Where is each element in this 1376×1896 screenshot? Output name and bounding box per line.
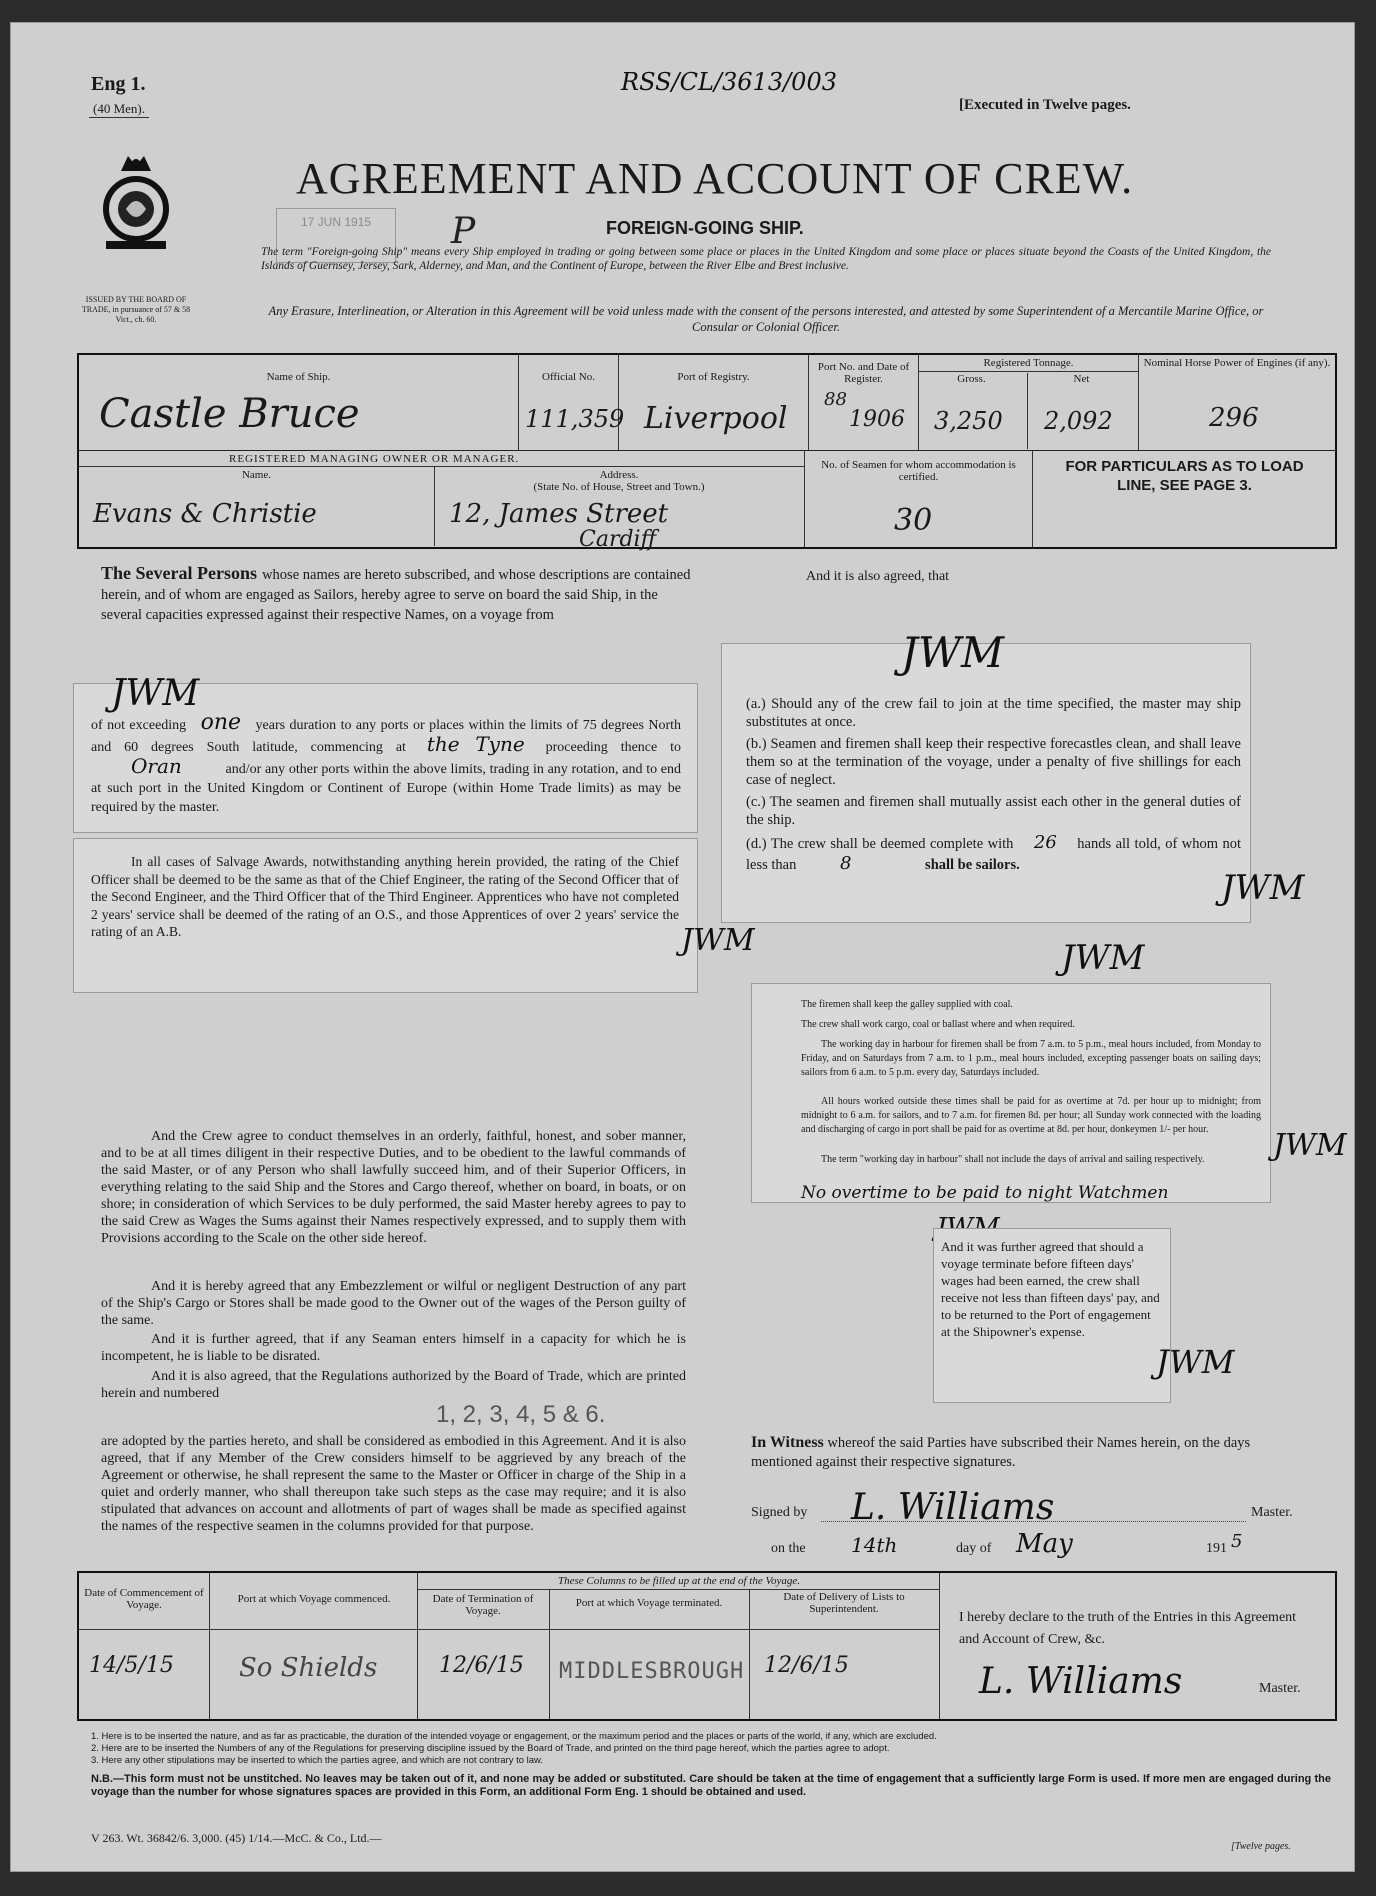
clause-d-initials: JWM (1221, 868, 1305, 908)
stamp-initial: P (451, 211, 476, 252)
label-port-terminated: Port at which Voyage terminated. (575, 1597, 723, 1609)
ship-particulars-table (77, 353, 1337, 552)
erasure-note: Any Erasure, Interlineation, or Alteration in this Agreement will be void unless made with the consent of the persons interested, and attested by some Superintendent of a Mercantile Marine Office, or Consular or Colonial Officer. (268, 304, 1264, 334)
label-termination: Date of Termination of Voyage. (432, 1593, 534, 1617)
horse-power-value: 296 (1209, 403, 1259, 433)
foreign-going-definition: The term "Foreign-going Ship" means every Ship employed in trading or going between some place or places in the United Kingdom and some place or places situate beyond the Coasts of the United Kingdom, the Islands of Guernsey, Jersey, Sark, Alderney, and Man, and the Continent of Europe, between the River Elbe and Brest inclusive. (261, 246, 1271, 272)
archive-reference: RSS/CL/3613/003 (621, 68, 837, 96)
incompetent-text: And it is further agreed, that if any Seaman enters himself in a capacity for which he is incompetent, he is liable to be disrated. (101, 1332, 686, 1364)
witness-paragraph (751, 1433, 1296, 1472)
issued-by: ISSUED BY THE BOARD OF TRADE, in pursuance of 57 & 58 Vict., ch. 60. (81, 295, 191, 324)
firemen-rule-2: The crew shall work cargo, coal or ballast where and when required. (801, 1019, 1075, 1030)
firemen-rule-1: The firemen shall keep the galley supplied with coal. (801, 999, 1013, 1010)
master-signature: L. Williams (851, 1487, 1055, 1528)
seamen-no-value: 30 (894, 503, 933, 538)
declaration-text: I hereby declare to the truth of the Entries in this Agreement and Account of Crew, &c. (959, 1610, 1297, 1647)
clause-b: (b.) Seamen and firemen shall keep their respective forecastles clean, and shall leave them so at the termination of the voyage, under a penalty of five shillings for each case of neglect. (746, 736, 1241, 788)
ship-name-value: Castle Bruce (99, 391, 360, 437)
form-men: (40 Men). (89, 101, 149, 118)
firemen-rule-3: The working day in harbour for firemen shall be from 7 a.m. to 5 p.m., meal hours included, from Monday to Friday, and on Saturdays from 7 a.m. to 1 p.m., meal hours included, excepting passenger boats on sailing days; sailors from 6 a.m. to 5 p.m. every day, Saturdays included. (801, 1039, 1261, 1078)
address-line2-value: Cardiff (579, 527, 657, 552)
further-agreed-text: And it was further agreed that should a voyage terminate before fifteen days' wages had been earned, the crew shall receive not less than fifteen days' pay, and to be returned to the Port of engagement at the Shipowner's expense. (941, 1239, 1160, 1339)
label-delivery: Date of Delivery of Lists to Superintendent. (783, 1591, 905, 1615)
signing-year: 5 (1231, 1531, 1243, 1552)
label-port-no-date: Port No. and Date of Register. (817, 361, 910, 385)
voyage-years: one (200, 710, 242, 735)
port-no-value: 88 (824, 389, 847, 410)
gross-tonnage-value: 3,250 (934, 407, 1003, 435)
label-ship-name: Name of Ship. (266, 371, 331, 383)
clause-c: (c.) The seamen and firemen shall mutually assist each other in the general duties of the ship. (746, 794, 1241, 828)
adopted-text: are adopted by the parties hereto, and shall be considered as embodied in this Agreement. And it is also agreed, that if any Member of the Crew considers himself to be aggrieved by any breach of the Agreement or otherwise, he shall represent the same to the Master or Officer in charge of the Ship in a quiet and orderly manner, who shall thereupon take such steps as the case may require; and it is also stipulated that advances on account and allotments of part of wages shall be made as specified against the names of the respective seamen in the columns provided for that purpose. (101, 1434, 686, 1534)
delivery-value: 12/6/15 (764, 1653, 849, 1678)
label-horse-power: Nominal Horse Power of Engines (if any). (1143, 357, 1331, 369)
embezzlement-text: And it is hereby agreed that any Embezzlement or wilful or negligent Destruction of any part of the Ship's Cargo or Stores shall be made good to the Owner out of the wages of the Person guilty of the same. (101, 1279, 686, 1328)
firemen-side-initials: JWM (1273, 1128, 1347, 1163)
firemen-initials: JWM (1061, 938, 1145, 978)
label-net: Net (1073, 373, 1090, 385)
signing-day: 14th (851, 1533, 898, 1557)
label-official-no: Official No. (542, 371, 595, 383)
form-code: Eng 1. (91, 73, 146, 95)
regulation-numbers: 1, 2, 3, 4, 5 & 6. (436, 1401, 606, 1428)
voyage-end-table (77, 1571, 1337, 1721)
destination-port: Oran (131, 754, 182, 778)
received-stamp: 17 JUN 1915 (276, 208, 396, 263)
voyage-text: of not exceeding one years duration to any ports or places within the limits of 75 degrees North and 60 degrees South latitude, commencing at the Tyne proceeding thence to Oran and/or any other ports within the above limits, trading in any rotation, and to end at such port in the United Kingdom or Continent of Europe (within Home Trade limits) as may be required by the master. (91, 710, 682, 815)
clauses-initials: JWM (901, 628, 1005, 677)
signed-by-line: Signed by L. Williams Master. (751, 1487, 1293, 1528)
label-owner-header: REGISTERED MANAGING OWNER OR MANAGER. (229, 453, 520, 465)
commencement-value: 14/5/15 (89, 1653, 174, 1678)
label-owner-name: Name. (241, 469, 271, 481)
label-seamen-no: No. of Seamen for whom accommodation is certified. (821, 459, 1016, 483)
end-of-voyage-note: These Columns to be filled up at the end of the Voyage. (558, 1575, 800, 1587)
address-line1-value: 12, James Street (449, 499, 669, 529)
salvage-text: In all cases of Salvage Awards, notwithstanding anything herein provided, the rating of the Chief Officer shall be deemed to be the same as that of the Chief Engineer, the rating of the Second Officer that of the Second Engineer, and the Third Officer that of the Third Engineer. Apprentices who have not completed 2 years' service shall be deemed of the rating of an O.S., and those Apprentices of over 2 years' service the rating of an A.B. (91, 854, 679, 939)
salvage-initials: JWM (681, 923, 755, 958)
voyage-initials: JWM (111, 673, 200, 714)
load-line-note: FOR PARTICULARS AS TO LOAD LINE, SEE PAGE 3. (1065, 458, 1304, 494)
sailors-count: 8 (839, 853, 852, 874)
commencing-port: the Tyne (426, 732, 525, 756)
page-subtitle: FOREIGN-GOING SHIP. (606, 218, 804, 238)
executed-note: [Executed in Twelve pages. (959, 97, 1131, 113)
nb-note: N.B.—This form must not be unstitched. No leaves may be taken out of it, and none may be added or substituted. Care should be taken at the time of engagement that a sufficiently large Form is used. If more men are engaged during the voyage than the number for whose signatures spaces are provided in this Form, an additional Form Eng. 1 should be obtained and used. (91, 1773, 1331, 1798)
several-persons-paragraph (101, 563, 691, 624)
printer-line: V 263. Wt. 36842/6. 3,000. (45) 1/14.—McC. & Co., Ltd.— (91, 1831, 382, 1845)
signing-date-line: on the 14th day of May 191 5 (771, 1529, 1243, 1559)
overtime-note: No overtime to be paid to night Watchmen (801, 1183, 1169, 1203)
port-registry-value: Liverpool (644, 401, 788, 436)
label-port-commenced: Port at which Voyage commenced. (237, 1593, 391, 1605)
several-persons-lead: The Several Persons (101, 563, 257, 583)
owner-name-value: Evans & Christie (93, 499, 317, 529)
document-page (10, 22, 1355, 1872)
official-no-value: 111,359 (525, 405, 625, 433)
clause-d: (d.) The crew shall be deemed complete with 26 hands all told, of whom not less than 8 shall be sailors. (746, 832, 1242, 874)
firemen-rule-4: All hours worked outside these times shall be paid for as overtime at 7d. per hour up to midnight; from midnight to 6 a.m. for sailors, and to 7 a.m. for firemen 8d. per hour; all Sunday work connected with the loading and discharging of cargo in port shall be paid for as overtime at 8d. per hour, donkeymen 1/- per hour. (801, 1096, 1261, 1135)
crew-agree-text: And the Crew agree to conduct themselves in an orderly, faithful, honest, and sober manner, and to be at all times diligent in their respective Duties, and to be obedient to the lawful commands of the said Master, or of any Person who shall lawfully succeed him, and of their Superior Officers, in everything relating to the said Ship and the Stores and Cargo thereof, whether on board, in boats, or on shore; in consideration of which Services to be duly performed, the said Master hereby agrees to pay to the said Crew as Wages the Sums against their Names respectively expressed, and to supply them with Provisions according to the Scale on the other side hereof. (101, 1129, 686, 1246)
net-tonnage-value: 2,092 (1044, 407, 1113, 435)
further-agreed-side-initials: JWM (1156, 1343, 1235, 1381)
port-commenced-value: So Shields (239, 1653, 378, 1683)
twelve-pages-note: [Twelve pages. (1231, 1841, 1291, 1852)
label-port-registry: Port of Registry. (677, 371, 750, 383)
footnote-2: 2. Here are to be inserted the Numbers of any of the Regulations for preserving discipline issued by the Board of Trade, and printed on the third page hereof, which the parties agree to adopt. (91, 1743, 890, 1754)
port-date-value: 1906 (849, 407, 905, 432)
label-gross: Gross. (957, 373, 986, 385)
firemen-rule-5: The term "working day in harbour" shall not include the days of arrival and sailing respectively. (821, 1154, 1205, 1165)
signing-month: May (1016, 1529, 1073, 1559)
witness-text: whereof the said Parties have subscribed their Names herein, on the days mentioned against their respective signatures. (751, 1435, 1251, 1470)
hands-count: 26 (1033, 832, 1057, 853)
regulations-text: And it is also agreed, that the Regulations authorized by the Board of Trade, which are printed herein and numbered (101, 1369, 686, 1401)
clause-a: (a.) Should any of the crew fail to join at the time specified, the master may ship substitutes at once. (746, 696, 1241, 730)
port-terminated-stamp: MIDDLESBROUGH (559, 1659, 745, 1684)
page-title: AGREEMENT AND ACCOUNT OF CREW. (296, 154, 1134, 203)
declaration-master-label: Master. (1259, 1681, 1301, 1696)
also-agreed-heading: And it is also agreed, that (806, 569, 950, 584)
label-address-note: (State No. of House, Street and Town.) (533, 481, 705, 493)
label-address: Address. (599, 469, 639, 481)
witness-lead: In Witness (751, 1434, 824, 1451)
footnote-1: 1. Here is to be inserted the nature, and as far as practicable, the duration of the intended voyage or engagement, or the maximum period and the places or parts of the world, if any, which are excluded. (91, 1731, 937, 1742)
firemen-panel (751, 983, 1271, 1203)
royal-crest-icon (96, 151, 176, 286)
footnote-3: 3. Here any other stipulations may be inserted to which the parties agree, and which are not contrary to law. (91, 1755, 544, 1766)
declaration-master-signature: L. Williams (979, 1661, 1183, 1702)
label-registered-tonnage: Registered Tonnage. (919, 357, 1138, 372)
several-persons-text: whose names are hereto subscribed, and whose descriptions are contained herein, and of whom are engaged as Sailors, hereby agree to serve on board the said Ship, in the several capacities expressed against their respective Names, on a voyage from (101, 567, 691, 623)
label-commencement: Date of Commencement of Voyage. (84, 1587, 204, 1611)
termination-value: 12/6/15 (439, 1653, 524, 1678)
